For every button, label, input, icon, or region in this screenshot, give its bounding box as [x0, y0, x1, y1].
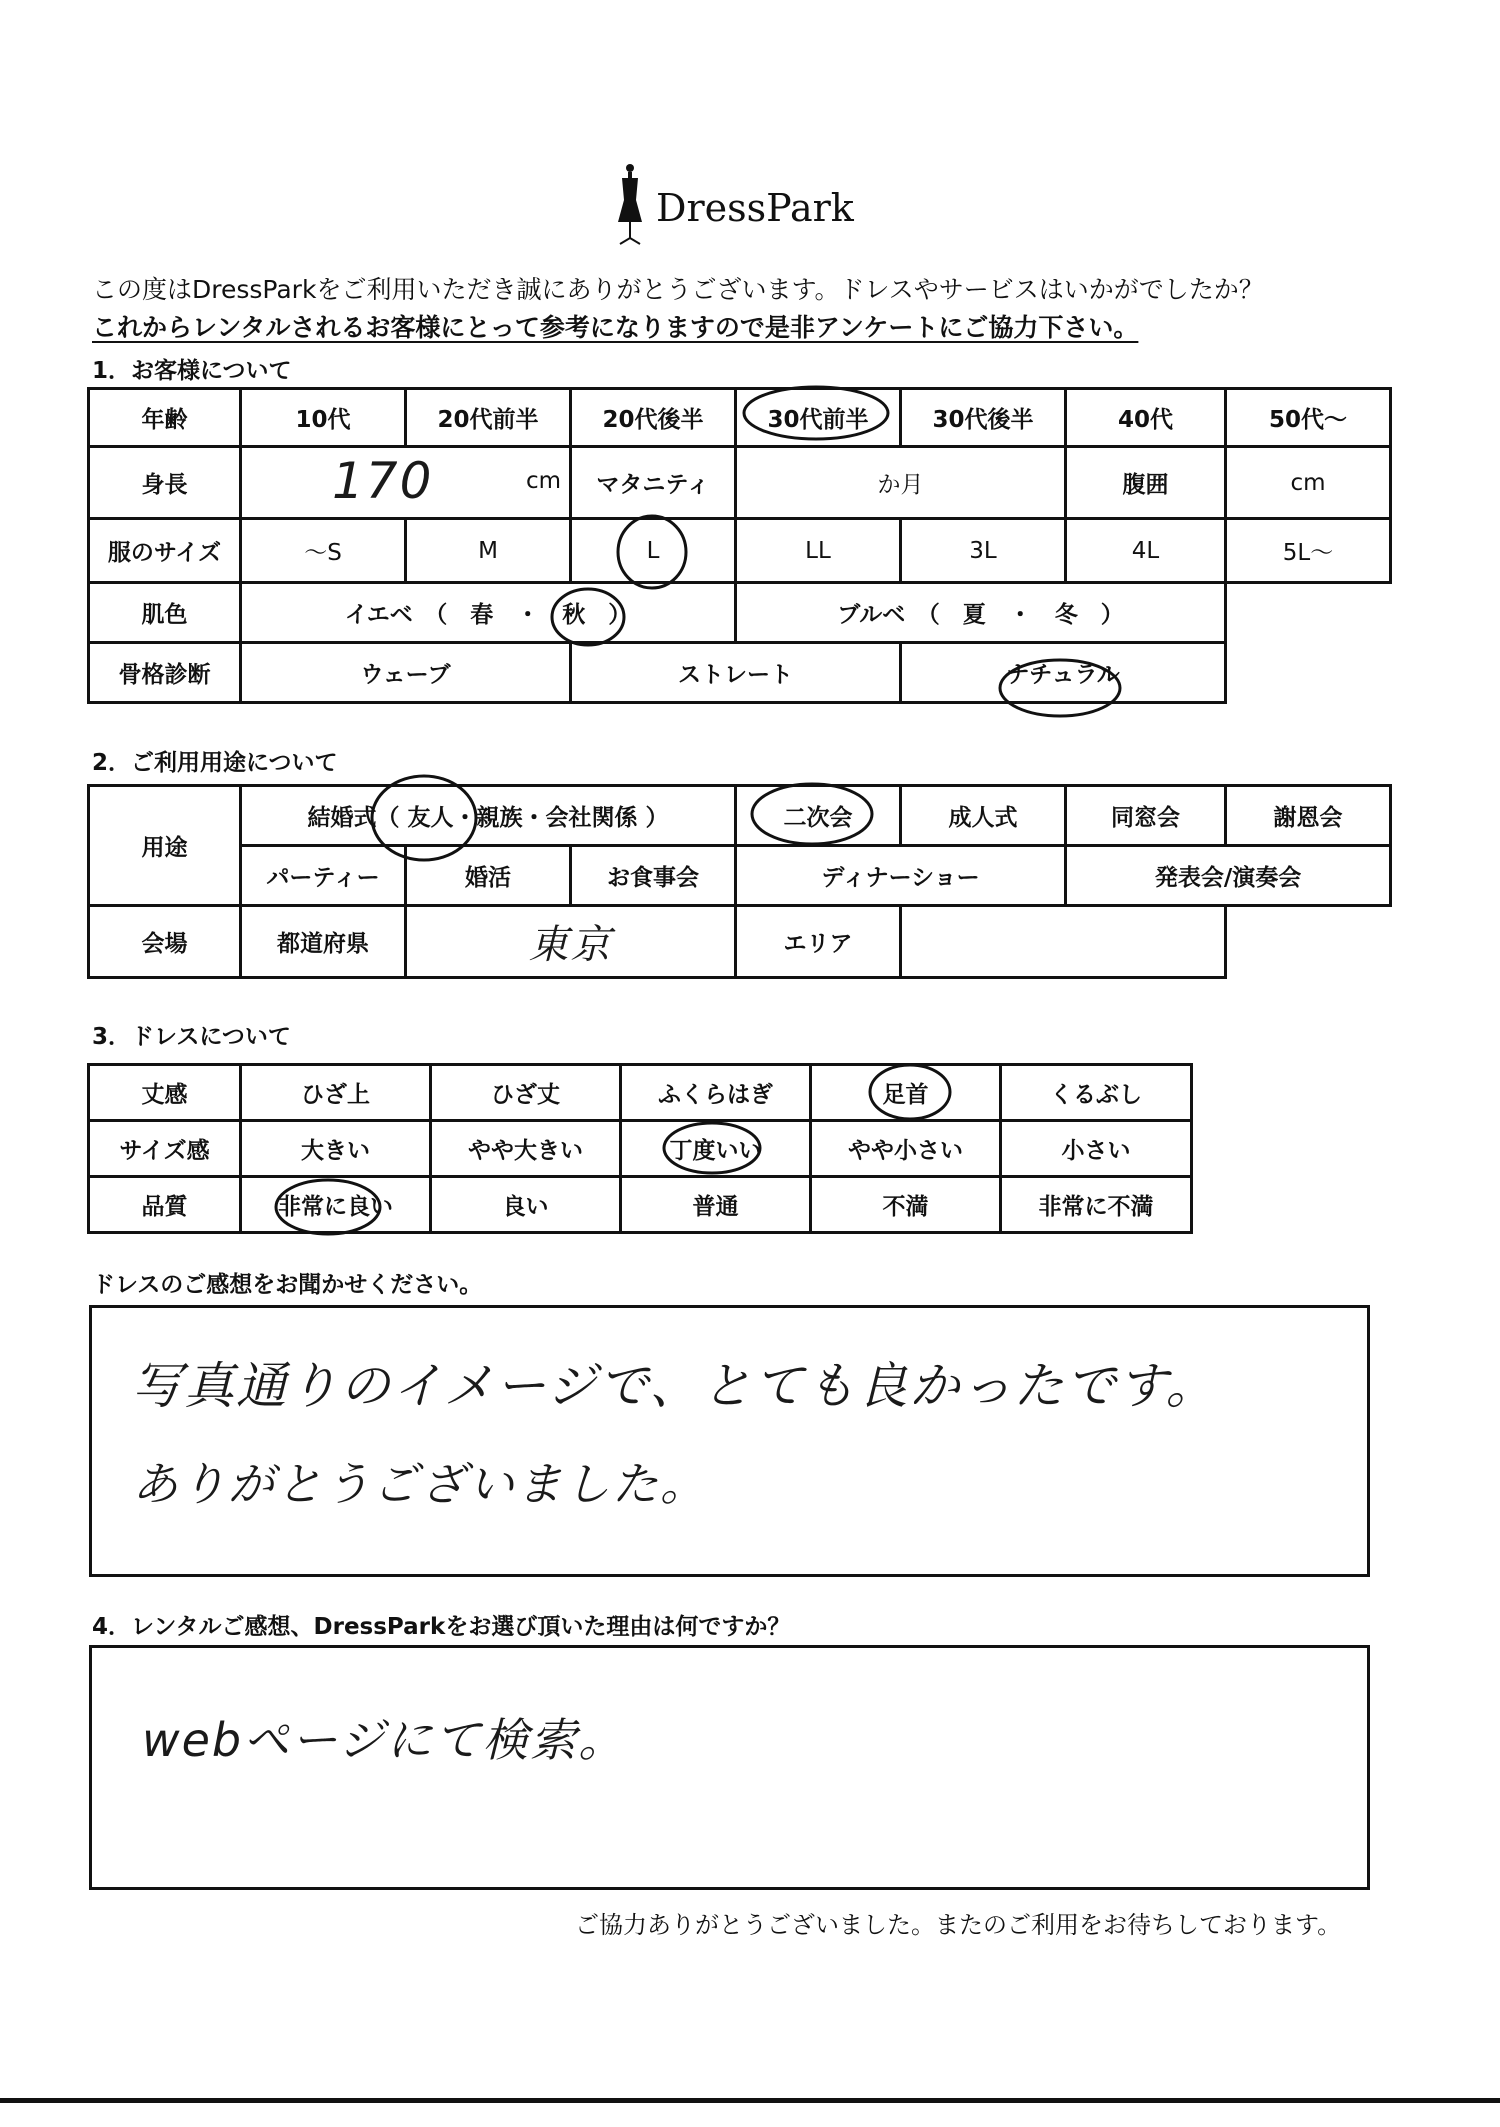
- purpose-table: [87, 784, 1392, 979]
- skeleton-label: 骨格診断: [89, 643, 241, 703]
- skeleton-option[interactable]: ナチュラル: [901, 643, 1226, 703]
- quality-option[interactable]: 非常に不満: [1001, 1177, 1192, 1233]
- dresspark-logo: [610, 160, 854, 256]
- reason-answer: webページにて検索。: [142, 1713, 627, 1767]
- fit-option[interactable]: やや大きい: [431, 1121, 621, 1177]
- purpose-option[interactable]: ディナーショー: [736, 846, 1066, 906]
- maternity-unit: か月: [877, 472, 924, 498]
- purpose-label: 用途: [89, 786, 241, 906]
- footer-thanks: ご協力ありがとうございました。またのご利用をお待ちしております。: [575, 1911, 1342, 1939]
- venue-empty: [1226, 906, 1391, 978]
- quality-option[interactable]: 不満: [811, 1177, 1001, 1233]
- height-value: 170: [332, 452, 434, 510]
- skeleton-row: [89, 643, 1391, 703]
- age-option[interactable]: 20代後半: [571, 389, 736, 447]
- prefecture-label: 都道府県: [241, 906, 406, 978]
- comment-prompt: ドレスのご感想をお聞かせください。: [92, 1272, 483, 1298]
- quality-row: [89, 1177, 1192, 1233]
- length-option[interactable]: ひざ丈: [431, 1065, 621, 1121]
- size-option[interactable]: 5L～: [1226, 519, 1391, 583]
- intro-request: これからレンタルされるお客様にとって参考になりますので是非アンケートにご協力下さい。: [92, 313, 1139, 342]
- purpose-option[interactable]: 婚活: [406, 846, 571, 906]
- age-option[interactable]: 30代後半: [901, 389, 1066, 447]
- size-option[interactable]: ～S: [241, 519, 406, 583]
- venue-label: 会場: [89, 906, 241, 978]
- skin-blue-option[interactable]: ブルベ （ 夏 ・ 冬 ）: [736, 583, 1226, 643]
- age-option[interactable]: 10代: [241, 389, 406, 447]
- venue-row: [89, 906, 1391, 978]
- size-label: 服のサイズ: [89, 519, 241, 583]
- purpose-option[interactable]: パーティー: [241, 846, 406, 906]
- length-option[interactable]: ひざ上: [241, 1065, 431, 1121]
- maternity-label: マタニティ: [571, 447, 736, 519]
- dress-comment-box[interactable]: [89, 1305, 1370, 1577]
- quality-option[interactable]: 普通: [621, 1177, 811, 1233]
- skin-label: 肌色: [89, 583, 241, 643]
- age-label: 年齢: [89, 389, 241, 447]
- purpose-row1: [89, 786, 1391, 846]
- waist-unit: cm: [1290, 469, 1326, 496]
- purpose-option[interactable]: 同窓会: [1066, 786, 1226, 846]
- skin-yellow-option[interactable]: イエベ （ 春 ・ 秋 ）: [241, 583, 736, 643]
- quality-option[interactable]: 非常に良い: [241, 1177, 431, 1233]
- height-unit: cm: [525, 468, 561, 494]
- reason-answer-box[interactable]: [89, 1645, 1370, 1890]
- dress-mannequin-icon: [610, 160, 650, 256]
- quality-label: 品質: [89, 1177, 241, 1233]
- size-option[interactable]: M: [406, 519, 571, 583]
- height-row: [89, 447, 1391, 519]
- section3-title: 3．ドレスについて: [92, 1024, 291, 1050]
- age-option[interactable]: 30代前半: [736, 389, 901, 447]
- skeleton-option[interactable]: ストレート: [571, 643, 901, 703]
- purpose-option[interactable]: 発表会/演奏会: [1066, 846, 1391, 906]
- purpose-option[interactable]: 成人式: [901, 786, 1066, 846]
- length-option[interactable]: くるぶし: [1001, 1065, 1192, 1121]
- quality-option[interactable]: 良い: [431, 1177, 621, 1233]
- skeleton-option[interactable]: ウェーブ: [241, 643, 571, 703]
- age-row: [89, 389, 1391, 447]
- size-row: [89, 519, 1391, 583]
- dress-comment-line2: ありがとうございました。: [132, 1457, 708, 1511]
- intro-text: この度はDressParkをご利用いただき誠にありがとうございます。ドレスやサービスはいかがでしたか？: [92, 275, 1264, 304]
- waist-field[interactable]: [1226, 447, 1391, 519]
- section2-title: 2．ご利用用途について: [92, 750, 338, 776]
- fit-row: [89, 1121, 1192, 1177]
- length-option[interactable]: 足首: [811, 1065, 1001, 1121]
- fit-option[interactable]: 大きい: [241, 1121, 431, 1177]
- brand-name: DressPark: [656, 186, 854, 230]
- size-option[interactable]: LL: [736, 519, 901, 583]
- section1-title: 1．お客様について: [92, 358, 292, 384]
- purpose-row2: [89, 846, 1391, 906]
- age-option[interactable]: 20代前半: [406, 389, 571, 447]
- size-option[interactable]: 3L: [901, 519, 1066, 583]
- height-field[interactable]: [241, 447, 571, 519]
- dress-table: [87, 1063, 1193, 1234]
- purpose-wedding-option[interactable]: 結婚式（ 友人・親族・会社関係 ）: [241, 786, 736, 846]
- skeleton-empty: [1226, 643, 1391, 703]
- age-option[interactable]: 40代: [1066, 389, 1226, 447]
- waist-label: 腹囲: [1066, 447, 1226, 519]
- length-row: [89, 1065, 1192, 1121]
- purpose-option[interactable]: お食事会: [571, 846, 736, 906]
- fit-option[interactable]: 小さい: [1001, 1121, 1192, 1177]
- scan-edge-line: [0, 2098, 1500, 2103]
- height-label: 身長: [89, 447, 241, 519]
- customer-table: [87, 387, 1392, 704]
- dress-comment-line1: 写真通りのイメージで、とても良かったです。: [132, 1357, 1218, 1415]
- length-option[interactable]: ふくらはぎ: [621, 1065, 811, 1121]
- maternity-field[interactable]: [736, 447, 1066, 519]
- fit-option[interactable]: 丁度いい: [621, 1121, 811, 1177]
- purpose-option[interactable]: 二次会: [736, 786, 901, 846]
- skin-empty: [1226, 583, 1391, 643]
- fit-label: サイズ感: [89, 1121, 241, 1177]
- area-label: エリア: [736, 906, 901, 978]
- length-label: 丈感: [89, 1065, 241, 1121]
- size-option[interactable]: 4L: [1066, 519, 1226, 583]
- prefecture-value: 東京: [528, 922, 613, 968]
- prefecture-field[interactable]: [406, 906, 736, 978]
- fit-option[interactable]: やや小さい: [811, 1121, 1001, 1177]
- size-option[interactable]: L: [571, 519, 736, 583]
- area-field[interactable]: [901, 906, 1226, 978]
- purpose-option[interactable]: 謝恩会: [1226, 786, 1391, 846]
- section4-title: 4．レンタルご感想、DressParkをお選び頂いた理由は何ですか？: [92, 1614, 791, 1640]
- skin-row: [89, 583, 1391, 643]
- age-option[interactable]: 50代～: [1226, 389, 1391, 447]
